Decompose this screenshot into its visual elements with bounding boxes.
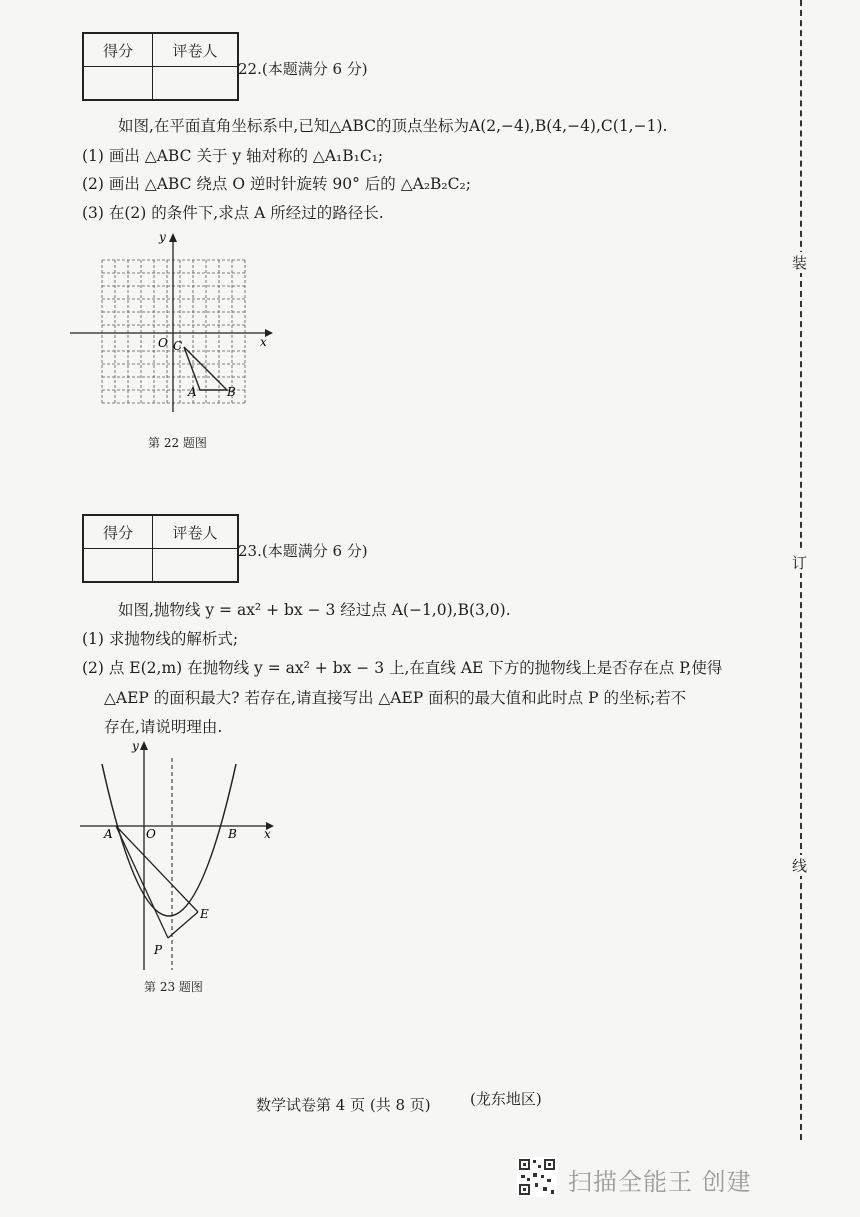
point-b-label: B [228,827,237,841]
q22-part-2: (2) 画出 △ABC 绕点 O 逆时针旋转 90° 后的 △A₂B₂C₂; [82,175,471,193]
grader-cell [153,67,239,101]
region-label: (龙东地区) [470,1090,542,1108]
score-cell [83,549,153,583]
binding-char-ding: 订 [792,554,808,572]
segment-ae [116,826,198,912]
q22-title: 22.(本题满分 6 分) [238,60,368,78]
score-header: 得分 [83,515,153,549]
point-p-label: P [154,943,163,957]
q22-part-1: (1) 画出 △ABC 关于 y 轴对称的 △A₁B₁C₁; [82,147,384,165]
binding-char-zhuang: 装 [792,254,808,272]
score-box-q22 [82,32,239,101]
y-label: y [159,230,166,244]
q22-caption: 第 22 题图 [148,436,207,450]
q23-part-1: (1) 求抛物线的解析式; [82,630,239,648]
x-label: x [260,335,267,349]
q22-part-3: (3) 在(2) 的条件下,求点 A 所经过的路径长. [82,204,384,222]
vertex-a-label: A [188,385,197,399]
q23-title: 23.(本题满分 6 分) [238,542,368,560]
q23-intro: 如图,抛物线 y = ax² + bx − 3 经过点 A(−1,0),B(3,0). [118,601,511,619]
segment-ap [116,826,168,938]
q23-caption: 第 23 题图 [144,980,203,994]
point-e-label: E [200,907,209,921]
watermark-text: 扫描全能王 创建 [568,1168,752,1196]
point-a-label: A [104,827,113,841]
q22-grid-figure [60,222,280,417]
q23-part-2: (2) 点 E(2,m) 在抛物线 y = ax² + bx − 3 上,在直线 AE 下方的抛物线上是否存在点 P,使得 [82,659,723,677]
y-axis-arrow [169,233,177,242]
grader-header: 评卷人 [153,515,239,549]
vertex-b-label: B [227,385,236,399]
page-footer: 数学试卷第 4 页 (共 8 页) [256,1096,431,1114]
vertex-c-label: C [173,339,183,353]
score-box-q23 [82,514,239,583]
origin-label: O [158,336,168,350]
x-label: x [264,827,271,841]
binding-char-xian: 线 [792,857,808,875]
triangle-abc [184,347,227,390]
grader-header: 评卷人 [153,33,239,67]
q23-parabola-figure [76,738,286,970]
origin-label: O [146,827,156,841]
q22-intro: 如图,在平面直角坐标系中,已知△ABC的顶点坐标为A(2,−4),B(4,−4),C(1,−1). [118,117,668,135]
q23-part-2-end: 存在,请说明理由. [104,718,223,736]
qr-code-icon [517,1157,557,1197]
score-header: 得分 [83,33,153,67]
grader-cell [153,549,239,583]
y-label: y [132,739,139,753]
q23-part-2-cont: △AEP 的面积最大? 若存在,请直接写出 △AEP 面积的最大值和此时点 P 的坐标;若不 [104,689,687,707]
y-axis-arrow [140,741,148,750]
score-cell [83,67,153,101]
